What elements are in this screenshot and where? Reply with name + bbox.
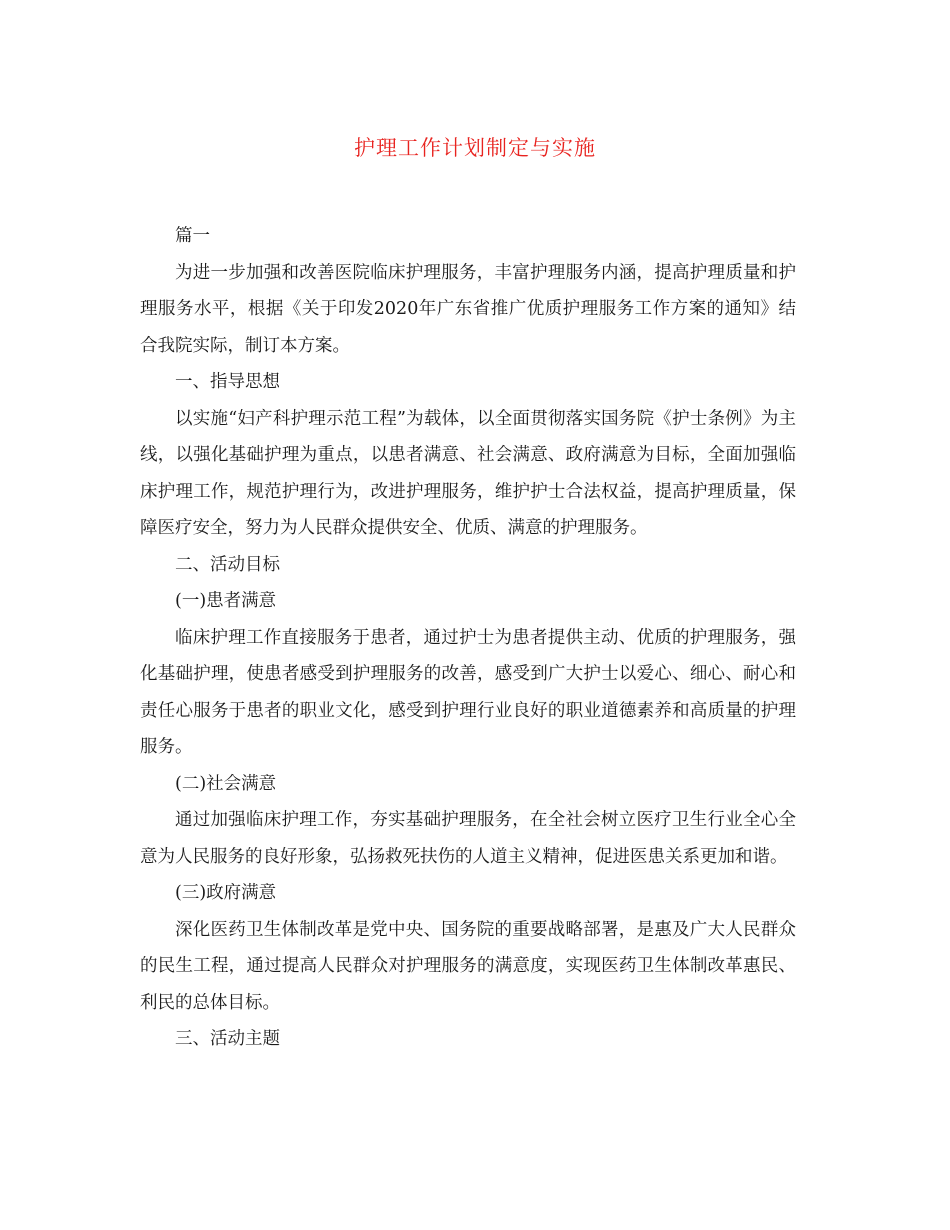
document-body: [140, 218, 796, 1058]
document-title: 护理工作计划制定与实施: [354, 136, 596, 160]
paragraph-intro: 为进一步加强和改善医院临床护理服务，丰富护理服务内涵，提高护理质量和护理服务水平，根据《关于印发2020年广东省推广优质护理服务工作方案的通知》结合我院实际，制订本方案。: [140, 262, 796, 356]
paragraph-social-satisfaction: 通过加强临床护理工作，夯实基础护理服务，在全社会树立医疗卫生行业全心全意为人民服务的良好形象，弘扬救死扶伤的人道主义精神，促进医患关系更加和谐。: [140, 810, 796, 867]
heading-activity-theme: 三、活动主题: [175, 1029, 280, 1049]
heading-activity-goals: 二、活动目标: [175, 554, 280, 575]
heading-social-satisfaction: (二)社会满意: [175, 773, 277, 794]
paragraph-section-label: 篇一: [175, 226, 210, 246]
paragraph-patient-satisfaction: 临床护理工作直接服务于患者，通过护士为患者提供主动、优质的护理服务，强化基础护理，使患者感受到护理服务的改善，感受到广大护士以爱心、细心、耐心和责任心服务于患者的职业文化，感受到护理行业良好的职业道德素养和高质量的护理服务。: [140, 627, 796, 757]
heading-patient-satisfaction: (一)患者满意: [175, 591, 277, 611]
heading-guiding-ideology: 一、指导思想: [175, 372, 280, 392]
heading-government-satisfaction: (三)政府满意: [175, 883, 277, 903]
paragraph-government-satisfaction: 深化医药卫生体制改革是党中央、国务院的重要战略部署，是惠及广大人民群众的民生工程，通过提高人民群众对护理服务的满意度，实现医药卫生体制改革惠民、利民的总体目标。: [140, 919, 796, 1013]
paragraph-guiding-ideology: 以实施“妇产科护理示范工程”为载体，以全面贯彻落实国务院《护士条例》为主线，以强化基础护理为重点，以患者满意、社会满意、政府满意为目标，全面加强临床护理工作，规范护理行为，改进护理服务，维护护士合法权益，提高护理质量，保障医疗安全，努力为人民群众提供安全、优质、满意的护理服务。: [140, 408, 796, 538]
